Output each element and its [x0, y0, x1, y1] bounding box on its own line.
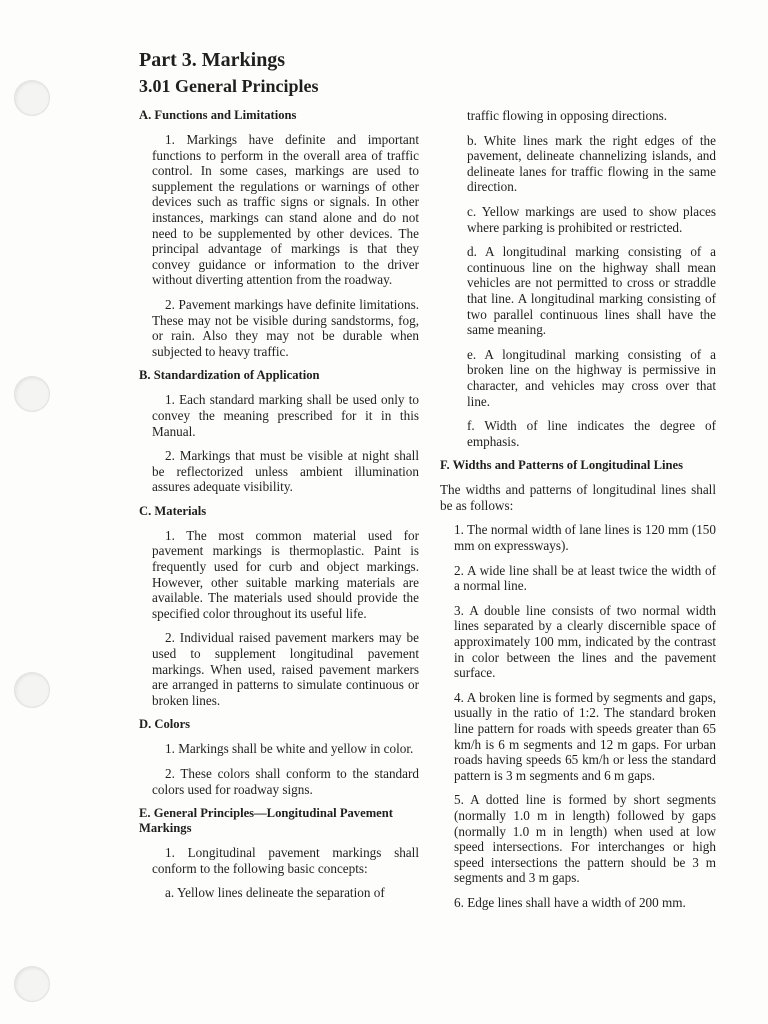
paragraph-b2: 2. Markings that must be visible at night shall be reflectorized unless ambient illumination assures adequate visibility.	[152, 448, 419, 495]
paragraph-f5: 5. A dotted line is formed by short segments (normally 1.0 m in length) followed by gaps (normally 1.0 m in length) when used at low speed intersections. For interchanges or high speed intersections the pattern should be 3 m segments and 3 m gaps.	[454, 792, 716, 886]
left-column	[139, 108, 419, 910]
paragraph-f-intro: The widths and patterns of longitudinal lines shall be as follows:	[440, 482, 716, 513]
binder-hole-4	[14, 966, 50, 1002]
paragraph-ea-continued: traffic flowing in opposing directions.	[467, 108, 668, 123]
heading-b: B. Standardization of Application	[139, 368, 320, 383]
binder-hole-2	[14, 376, 50, 412]
paragraph-c1: 1. The most common material used for pavement markings is thermoplastic. Paint is frequently used for curb and object markings. However, other suitable marking materials are available. The materials used should provide the specified color throughout its useful life.	[152, 527, 419, 621]
heading-d: D. Colors	[139, 717, 191, 732]
paragraph-c2: 2. Individual raised pavement markers may be used to supplement longitudinal pavement markings. When used, raised pavement markers are arranged in patterns to simulate continuous or broken lines.	[152, 630, 419, 708]
paragraph-f2: 2. A wide line shall be at least twice the width of a normal line.	[454, 562, 716, 594]
paragraph-ef: f. Width of line indicates the degree of emphasis.	[467, 418, 716, 449]
part-title: Part 3. Markings	[139, 49, 286, 71]
paragraph-eb: b. White lines mark the right edges of the pavement, delineate channelizing islands, and delineate lanes for traffic flowing in the same direction.	[467, 132, 716, 195]
paragraph-f6: 6. Edge lines shall have a width of 200 mm.	[454, 894, 686, 910]
paragraph-a1: 1. Markings have definite and important functions to perform in the overall area of traffic control. In some cases, markings are used to supplement the regulations or warnings of other devices such as traffic signs or signals. In other instances, markings can stand alone and do not need to be supplemented by other devices. The principal advantage of markings is that they convey guidance or information to the driver without diverting attention from the roadway.	[152, 132, 419, 288]
paragraph-ea: a. Yellow lines delineate the separation of	[165, 885, 385, 901]
section-title: 3.01 General Principles	[139, 76, 319, 96]
paragraph-f1: 1. The normal width of lane lines is 120 mm (150 mm on expressways).	[454, 522, 716, 554]
paragraph-ee: e. A longitudinal marking consisting of a broken line on the highway is permissive in character, and vehicles may cross over that line.	[467, 346, 716, 409]
heading-a: A. Functions and Limitations	[139, 108, 297, 122]
paragraph-e1: 1. Longitudinal pavement markings shall conform to the following basic concepts:	[152, 845, 419, 876]
paragraph-ec: c. Yellow markings are used to show places where parking is prohibited or restricted.	[467, 203, 716, 235]
heading-c: C. Materials	[139, 503, 207, 518]
paragraph-ed: d. A longitudinal marking consisting of a continuous line on the highway shall mean vehicles are not permitted to cross or straddle that line. A longitudinal marking consisting of two parallel continuous lines shall have the same meaning.	[467, 244, 716, 338]
paragraph-d1: 1. Markings shall be white and yellow in color.	[165, 741, 414, 757]
binder-hole-1	[14, 80, 50, 116]
right-column	[440, 108, 716, 920]
paragraph-b1: 1. Each standard marking shall be used only to convey the meaning prescribed for it in this Manual.	[152, 392, 419, 439]
paragraph-d2: 2. These colors shall conform to the standard colors used for roadway signs.	[152, 766, 419, 797]
heading-f: F. Widths and Patterns of Longitudinal Lines	[440, 458, 683, 473]
paragraph-a2: 2. Pavement markings have definite limitations. These may not be visible during sandstorms, fog, or rain. Also they may not be durable when subjected to heavy traffic.	[152, 296, 419, 359]
paragraph-f3: 3. A double line consists of two normal width lines separated by a clearly discernible space of approximately 100 mm, indicated by the contrast in color between the lines and the pavement surface.	[454, 602, 716, 681]
binder-hole-3	[14, 672, 50, 708]
heading-e: E. General Principles—Longitudinal Pavement Markings	[139, 806, 393, 836]
paragraph-f4: 4. A broken line is formed by segments and gaps, usually in the ratio of 1:2. The standard broken line pattern for roads with speeds greater than 65 km/h is 6 m segments and 12 m gaps. For urban roads having speeds 65 km/h or less the standard pattern is 3 m segments and 6 m gaps.	[454, 689, 716, 783]
